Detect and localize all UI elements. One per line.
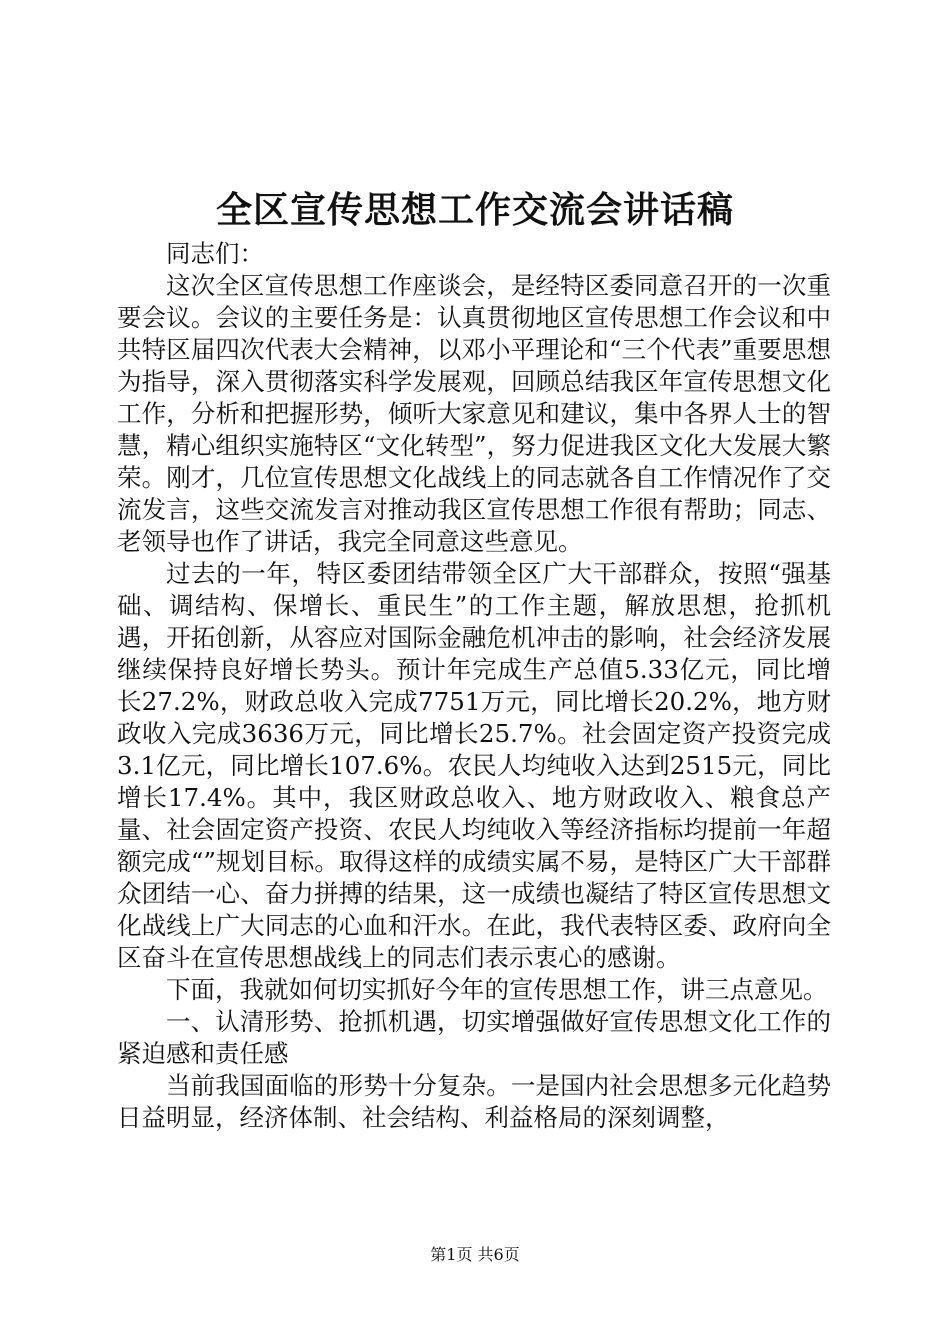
page-footer: 第1页 共6页 [430, 1245, 520, 1264]
salutation-paragraph: 同志们： [166, 239, 264, 268]
section-heading: 一、认清形势、抢抓机遇，切实增强做好宣传思想文化工作的紧迫感和责任感 [117, 1007, 831, 1068]
body-paragraph: 下面，我就如何切实抓好今年的宣传思想工作，讲三点意见。 [166, 975, 828, 1004]
body-paragraph: 当前我国面临的形势十分复杂。一是国内社会思想多元化趋势日益明显，经济体制、社会结构、利益格局的深刻调整， [117, 1071, 831, 1132]
body-paragraph: 这次全区宣传思想工作座谈会，是经特区委同意召开的一次重要会议。会议的主要任务是：认真贯彻地区宣传思想工作会议和中共特区届四次代表大会精神，以邓小平理论和“三个代表”重要思想为指导，深入贯彻落实科学发展观，回顾总结我区年宣传思想文化工作，分析和把握形势，倾听大家意见和建议，集中各界人士的智慧，精心组织实施特区“文化转型”，努力促进我区文化大发展大繁荣。刚才，几位宣传思想文化战线上的同志就各自工作情况作了交流发言，这些交流发言对推动我区宣传思想工作很有帮助；同志、老领导也作了讲话，我完全同意这些意见。 [117, 271, 831, 556]
body-paragraph: 过去的一年，特区委团结带领全区广大干部群众，按照“强基础、调结构、保增长、重民生”的工作主题，解放思想，抢抓机遇，开拓创新，从容应对国际金融危机冲击的影响，社会经济发展继续保持良好增长势头。预计年完成生产总值5.33亿元，同比增长27.2%，财政总收入完成7751万元，同比增长20.2%，地方财政收入完成3636万元，同比增长25.7%。社会固定资产投资完成3.1亿元，同比增长107.6%。农民人均纯收入达到2515元，同比增长17.4%。其中，我区财政总收入、地方财政收入、粮食总产量、社会固定资产投资、农民人均纯收入等经济指标均提前一年超额完成“”规划目标。取得这样的成绩实属不易，是特区广大干部群众团结一心、奋力拼搏的结果，这一成绩也凝结了特区宣传思想文化战线上广大同志的心血和汗水。在此，我代表特区委、政府向全区奋斗在宣传思想战线上的同志们表示衷心的感谢。 [117, 559, 831, 972]
document-title: 全区宣传思想工作交流会讲话稿 [215, 189, 734, 231]
document-body [117, 238, 831, 1134]
